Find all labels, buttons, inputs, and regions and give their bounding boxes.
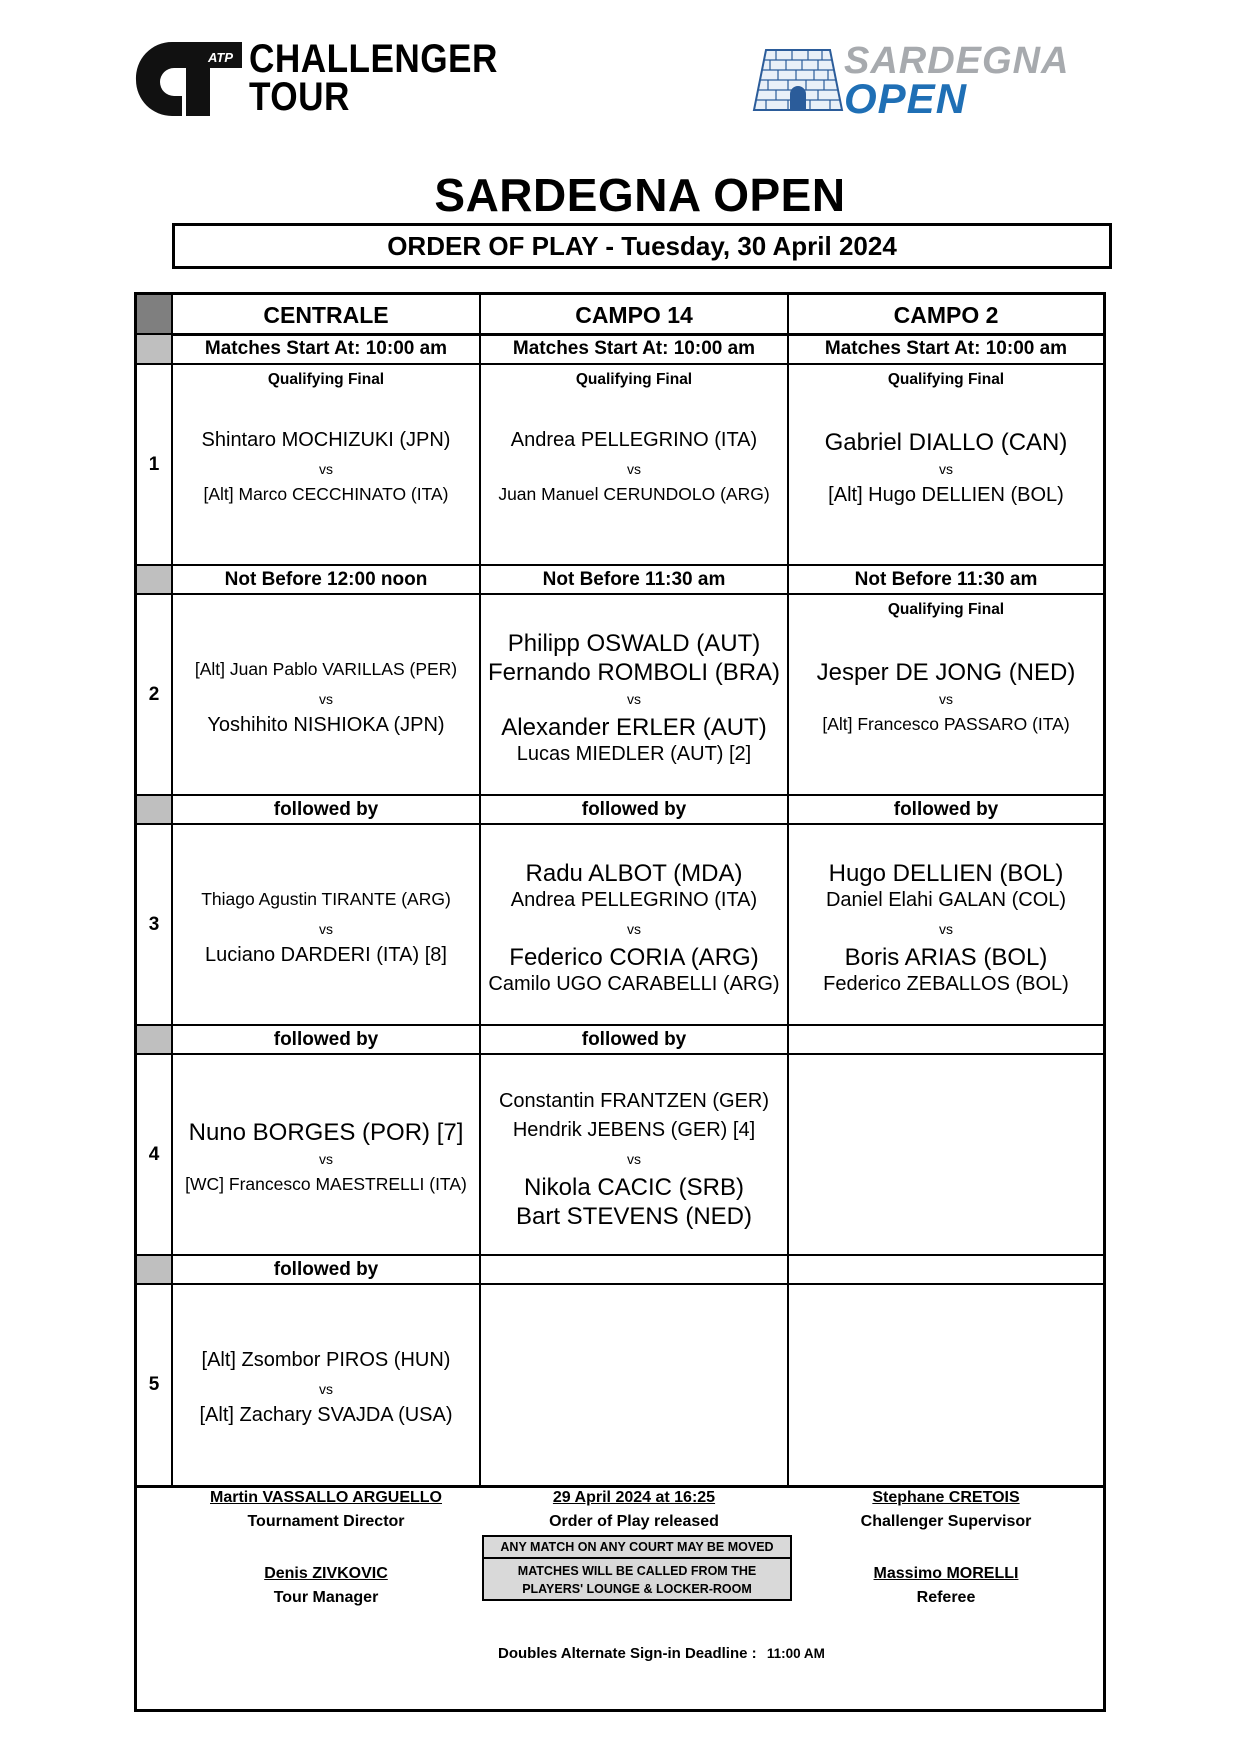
match-cell xyxy=(481,365,787,564)
team-player-top: Hendrik JEBENS (GER) [4] xyxy=(512,1119,756,1141)
order-of-play-date: ORDER OF PLAY - Tuesday, 30 April 2024 xyxy=(172,223,1112,269)
team-player-bottom: Bart STEVENS (NED) xyxy=(515,1203,753,1230)
vs-label: vs xyxy=(627,1151,641,1167)
match-cell xyxy=(173,1055,479,1254)
time-bar-label: followed by xyxy=(581,799,687,820)
release-label: Order of Play released xyxy=(549,1513,719,1530)
referee-name: Massimo MORELLI xyxy=(873,1565,1019,1582)
time-bar-label xyxy=(789,1026,1103,1054)
team-player-bottom: [WC] Francesco MAESTRELLI (ITA) xyxy=(185,1174,467,1194)
team-player-bottom: [Alt] Marco CECCHINATO (ITA) xyxy=(203,484,449,504)
time-bar-label: followed by xyxy=(273,799,379,820)
team-player-top: Gabriel DIALLO (CAN) xyxy=(824,429,1068,456)
match-cell xyxy=(173,1285,479,1484)
match-number: 3 xyxy=(148,914,160,935)
match-number: 4 xyxy=(148,1144,160,1165)
team-player-bottom: Nikola CACIC (SRB) xyxy=(523,1174,745,1201)
vs-label: vs xyxy=(319,691,333,707)
match-number: 5 xyxy=(148,1374,160,1395)
match-cell xyxy=(481,825,787,1024)
row-spacer-block xyxy=(137,796,171,823)
row-spacer-block xyxy=(137,1256,171,1283)
time-bar-label: followed by xyxy=(893,799,999,820)
nuraghe-tower-icon xyxy=(748,44,848,114)
team-player-bottom: Juan Manuel CERUNDOLO (ARG) xyxy=(498,484,770,504)
row-spacer-block xyxy=(137,566,171,593)
team-player-top: Nuno BORGES (POR) [7] xyxy=(188,1119,464,1146)
match-cell xyxy=(481,595,787,794)
event-logo-line2: OPEN xyxy=(844,75,968,122)
team-player-top: [Alt] Zsombor PIROS (HUN) xyxy=(201,1349,451,1371)
qualifying-final-tag: Qualifying Final xyxy=(887,371,1005,388)
vs-label: vs xyxy=(627,691,641,707)
vs-label: vs xyxy=(939,461,953,477)
team-player-bottom: [Alt] Zachary SVAJDA (USA) xyxy=(199,1404,453,1426)
team-player-bottom: Boris ARIAS (BOL) xyxy=(844,944,1048,971)
team-player-top: Philipp OSWALD (AUT) xyxy=(507,630,761,657)
vs-label: vs xyxy=(319,461,333,477)
vs-label: vs xyxy=(939,921,953,937)
atp-challenger-tour-logo xyxy=(134,37,498,120)
atp-logo-line1: CHALLENGER xyxy=(249,37,498,81)
vs-label: vs xyxy=(319,1381,333,1397)
team-player-top: Hugo DELLIEN (BOL) xyxy=(828,860,1064,887)
page-title: SARDEGNA OPEN xyxy=(434,169,846,221)
referee-role: Referee xyxy=(916,1589,976,1606)
time-bar-label: followed by xyxy=(581,1029,687,1050)
time-bar-label: Matches Start At: 10:00 am xyxy=(204,338,448,359)
time-bar-label xyxy=(789,1256,1103,1284)
team-player-top: Jesper DE JONG (NED) xyxy=(816,659,1076,686)
team-player-top: [Alt] Juan Pablo VARILLAS (PER) xyxy=(194,659,458,679)
team-player-bottom: Yoshihito NISHIOKA (JPN) xyxy=(207,714,445,736)
notice-match-moved: ANY MATCH ON ANY COURT MAY BE MOVED xyxy=(482,1535,792,1559)
match-cell xyxy=(789,825,1103,1024)
footer-divider xyxy=(134,1485,1106,1488)
match-cell xyxy=(481,1055,787,1254)
team-player-bottom: [Alt] Francesco PASSARO (ITA) xyxy=(822,714,1070,734)
header-corner-block xyxy=(137,295,171,333)
team-player-top: Thiago Agustin TIRANTE (ARG) xyxy=(201,889,451,909)
match-cell xyxy=(789,595,1103,794)
vs-label: vs xyxy=(319,1151,333,1167)
match-cell xyxy=(173,825,479,1024)
svg-text:ATP: ATP xyxy=(208,50,234,65)
match-number: 1 xyxy=(148,454,160,475)
supervisor-name: Stephane CRETOIS xyxy=(872,1489,1020,1506)
team-player-bottom: Luciano DARDERI (ITA) [8] xyxy=(205,944,447,966)
row-spacer-block xyxy=(137,1026,171,1053)
notice-lounge-line1: MATCHES WILL BE CALLED FROM THE xyxy=(517,1564,757,1578)
time-bar-label: followed by xyxy=(273,1029,379,1050)
team-player-top: Andrea PELLEGRINO (ITA) xyxy=(510,429,758,451)
vs-label: vs xyxy=(939,691,953,707)
time-bar-label: Not Before 12:00 noon xyxy=(224,569,428,590)
team-player-bottom: [Alt] Hugo DELLIEN (BOL) xyxy=(828,484,1064,506)
match-cell xyxy=(173,365,479,564)
team-player-top: Constantin FRANTZEN (GER) xyxy=(498,1090,770,1112)
manager-name: Denis ZIVKOVIC xyxy=(264,1565,388,1582)
doubles-deadline xyxy=(498,1645,898,1662)
court-header-campo-2: CAMPO 2 xyxy=(893,302,999,328)
deadline-label: Doubles Alternate Sign-in Deadline : xyxy=(498,1645,757,1662)
match-number: 2 xyxy=(148,684,160,705)
director-role: Tournament Director xyxy=(247,1513,405,1530)
row-spacer-block xyxy=(137,335,171,363)
atp-logo-line2: TOUR xyxy=(249,75,350,119)
court-header-campo-14: CAMPO 14 xyxy=(575,302,693,328)
team-player-bottom: Camilo UGO CARABELLI (ARG) xyxy=(488,973,780,995)
time-bar-label: Not Before 11:30 am xyxy=(542,569,726,590)
team-player-top: Andrea PELLEGRINO (ITA) xyxy=(510,889,758,911)
team-player-bottom: Federico CORIA (ARG) xyxy=(509,944,759,971)
match-cell xyxy=(789,365,1103,564)
manager-role: Tour Manager xyxy=(273,1589,379,1606)
time-bar-label: Matches Start At: 10:00 am xyxy=(824,338,1068,359)
time-bar-label: Not Before 11:30 am xyxy=(854,569,1038,590)
supervisor-role: Challenger Supervisor xyxy=(860,1513,1032,1530)
qualifying-final-tag: Qualifying Final xyxy=(887,601,1005,618)
atp-logo-icon xyxy=(134,40,244,118)
qualifying-final-tag: Qualifying Final xyxy=(267,371,385,388)
notice-lounge xyxy=(482,1557,792,1601)
team-player-top: Daniel Elahi GALAN (COL) xyxy=(825,889,1067,911)
deadline-time: 11:00 AM xyxy=(766,1646,825,1661)
team-player-top: Fernando ROMBOLI (BRA) xyxy=(487,659,781,686)
notice-lounge-line2: PLAYERS' LOUNGE & LOCKER-ROOM xyxy=(522,1582,752,1596)
team-player-bottom: Alexander ERLER (AUT) xyxy=(501,714,767,741)
match-cell xyxy=(173,595,479,794)
director-name: Martin VASSALLO ARGUELLO xyxy=(210,1489,442,1506)
time-bar-label: followed by xyxy=(273,1259,379,1280)
sardegna-open-logo xyxy=(748,40,1108,122)
vs-label: vs xyxy=(627,921,641,937)
release-date: 29 April 2024 at 16:25 xyxy=(552,1489,716,1506)
vs-label: vs xyxy=(627,461,641,477)
time-bar-label: Matches Start At: 10:00 am xyxy=(512,338,756,359)
team-player-bottom: Lucas MIEDLER (AUT) [2] xyxy=(516,743,752,765)
vs-label: vs xyxy=(319,921,333,937)
qualifying-final-tag: Qualifying Final xyxy=(575,371,693,388)
team-player-top: Shintaro MOCHIZUKI (JPN) xyxy=(201,429,451,451)
team-player-top: Radu ALBOT (MDA) xyxy=(525,860,743,887)
time-bar-label xyxy=(481,1256,787,1284)
event-logo-line1: SARDEGNA xyxy=(844,40,1070,82)
team-player-bottom: Federico ZEBALLOS (BOL) xyxy=(823,973,1069,995)
court-header-centrale: CENTRALE xyxy=(263,302,389,328)
